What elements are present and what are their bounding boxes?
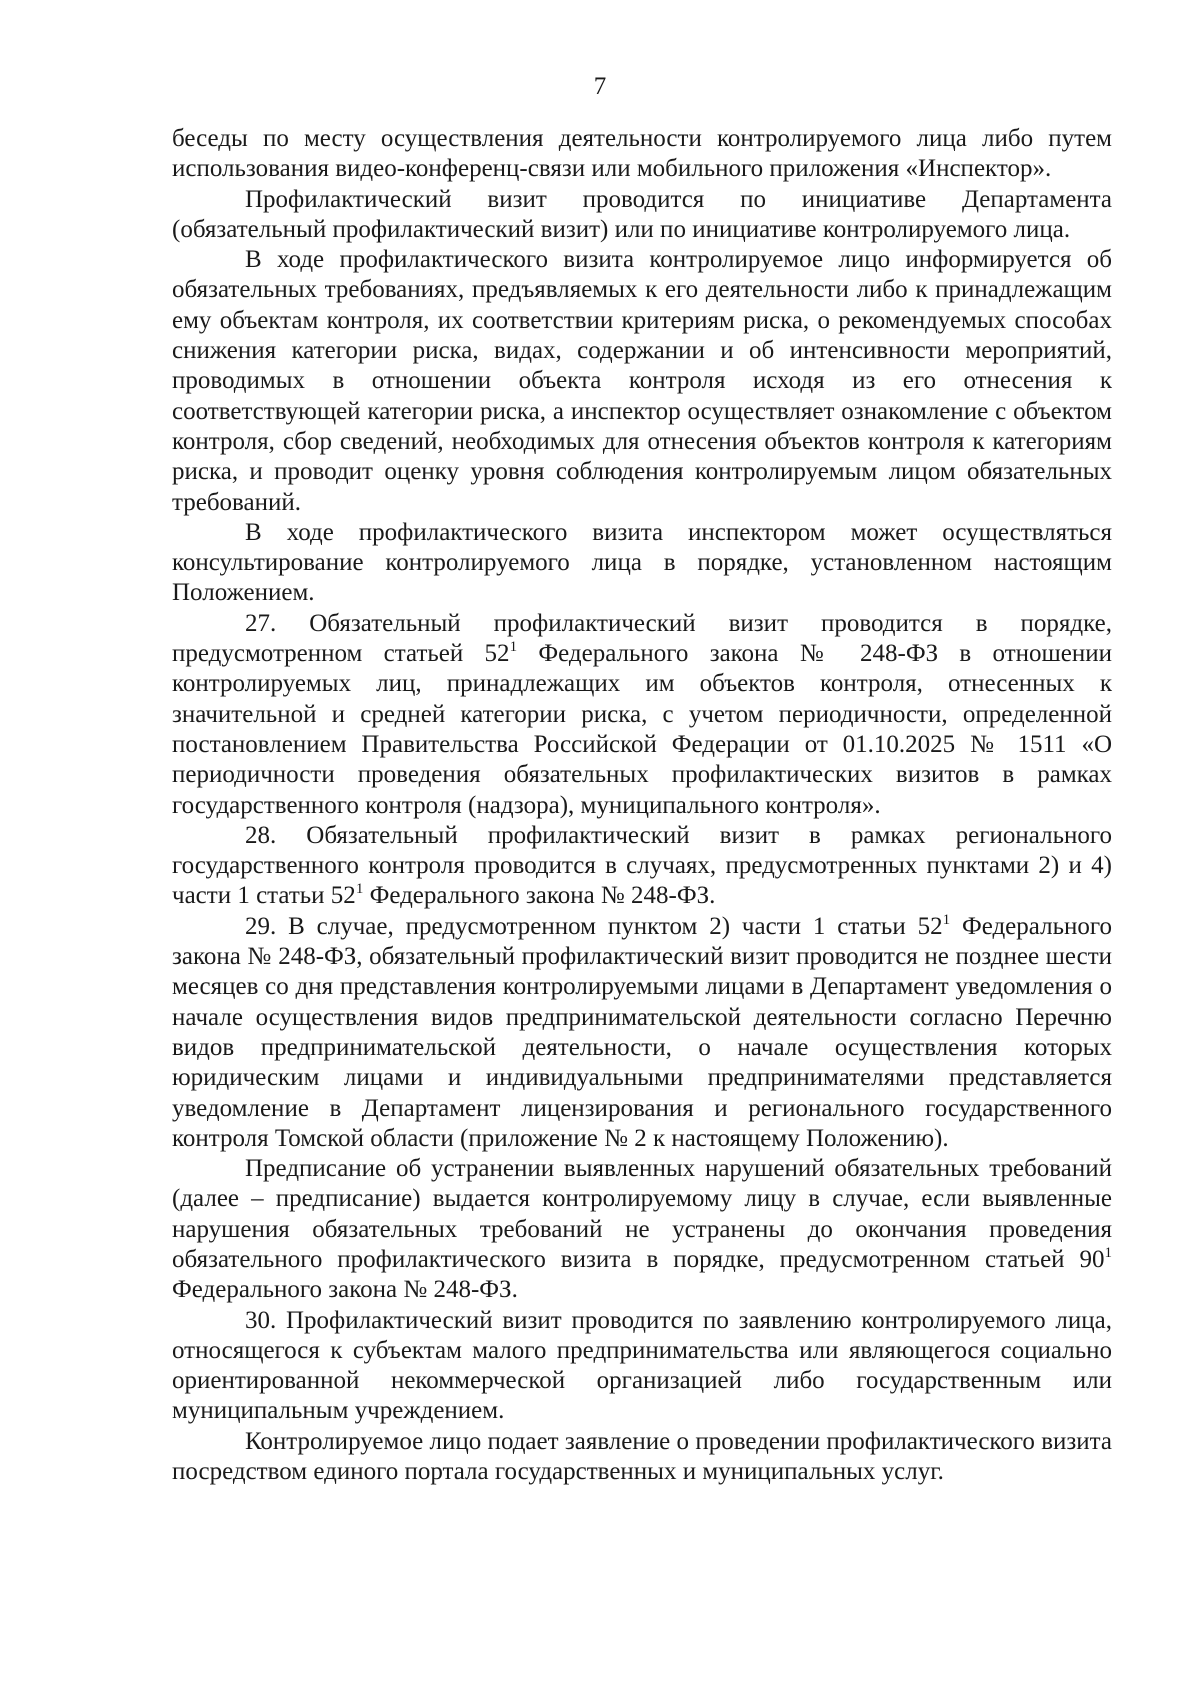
superscript-1: 1 xyxy=(509,639,518,656)
paragraph-continuation: беседы по месту осуществления деятельности контролируемого лица либо путем использования видео-конференц-связи или мобильного приложения «Инспектор». xyxy=(172,125,1112,183)
paragraph-visit-consulting: В ходе профилактического визита инспектором может осуществляться консультирование контролируемого лица в порядке, установленном настоящим Положением. xyxy=(172,518,1112,607)
superscript-1: 1 xyxy=(355,881,364,898)
paragraph-item-29: 29. В случае, предусмотренном пунктом 2) части 1 статьи $52^1$ Федерального закона № 248-ФЗ, обязательный профилактический визит проводится не позднее шести месяцев со дня представления контролируемыми лицами в Департамент уведомления о начале осуществления видов предпринимательской деятельности согласно Перечню видов предпринимательской деятельности, о начале осуществления которых юридическим лицами и индивидуальными предпринимателями представляется уведомление в Департамент лицензирования и регионального государственного контроля Томской области (приложение № 2 к настоящему Положению). xyxy=(172,911,1112,1152)
paragraph-visit-initiative: Профилактический визит проводится по инициативе Департамента (обязательный профилактический визит) или по инициативе контролируемого лица. xyxy=(172,185,1112,243)
paragraph-application: Контролируемое лицо подает заявление о проведении профилактического визита посредством единого портала государственных и муниципальных услуг. xyxy=(172,1427,1112,1486)
page-number: 7 xyxy=(593,73,607,100)
document-body xyxy=(172,124,1112,1487)
paragraph-prescription: Предписание об устранении выявленных нарушений обязательных требований (далее – предписание) выдается контролируемому лицу в случае, если выявленные нарушения обязательных требований не устранены до окончания проведения обязательного профилактического визита в порядке, предусмотренном статьей $90^1$ Федерального закона № 248-ФЗ. xyxy=(172,1155,1112,1304)
paragraph-visit-informing: В ходе профилактического визита контролируемое лицо информируется об обязательных требованиях, предъявляемых к его деятельности либо к принадлежащим ему объектам контроля, их соответствии критериям риска, о рекомендуемых способах снижения категории риска, видах, содержании и об интенсивности мероприятий, проводимых в отношении объекта контроля исходя из его отнесения к соответствующей категории риска, а инспектор осуществляет ознакомление с объектом контроля, сбор сведений, необходимых для отнесения объектов контроля к категориям риска, и проводит оценку уровня соблюдения контролируемым лицом обязательных требований. xyxy=(172,246,1112,516)
paragraph-item-28: 28. Обязательный профилактический визит в рамках регионального государственного контроля проводится в случаях, предусмотренных пунктами 2) и 4) части 1 статьи $52^1$ Федерального закона № 248-ФЗ. xyxy=(172,821,1112,910)
paragraph-item-30: 30. Профилактический визит проводится по заявлению контролируемого лица, относящегося к субъектам малого предпринимательства или являющегося социально ориентированной некоммерческой организацией либо государственным или муниципальным учреждением. xyxy=(172,1306,1112,1425)
superscript-1: 1 xyxy=(1104,1244,1112,1261)
paragraph-item-27: 27. Обязательный профилактический визит проводится в порядке, предусмотренном статьей $52^1$ Федерального закона № 248-ФЗ в отношении контролируемых лиц, принадлежащих им объектов контроля, отнесенных к значительной и средней категории риска, с учетом периодичности, определенной постановлением Правительства Российской Федерации от 01.10.2025 № 1511 «О периодичности проведения обязательных профилактических визитов в рамках государственного контроля (надзора), муниципального контроля». xyxy=(172,609,1112,819)
superscript-1: 1 xyxy=(942,911,951,928)
